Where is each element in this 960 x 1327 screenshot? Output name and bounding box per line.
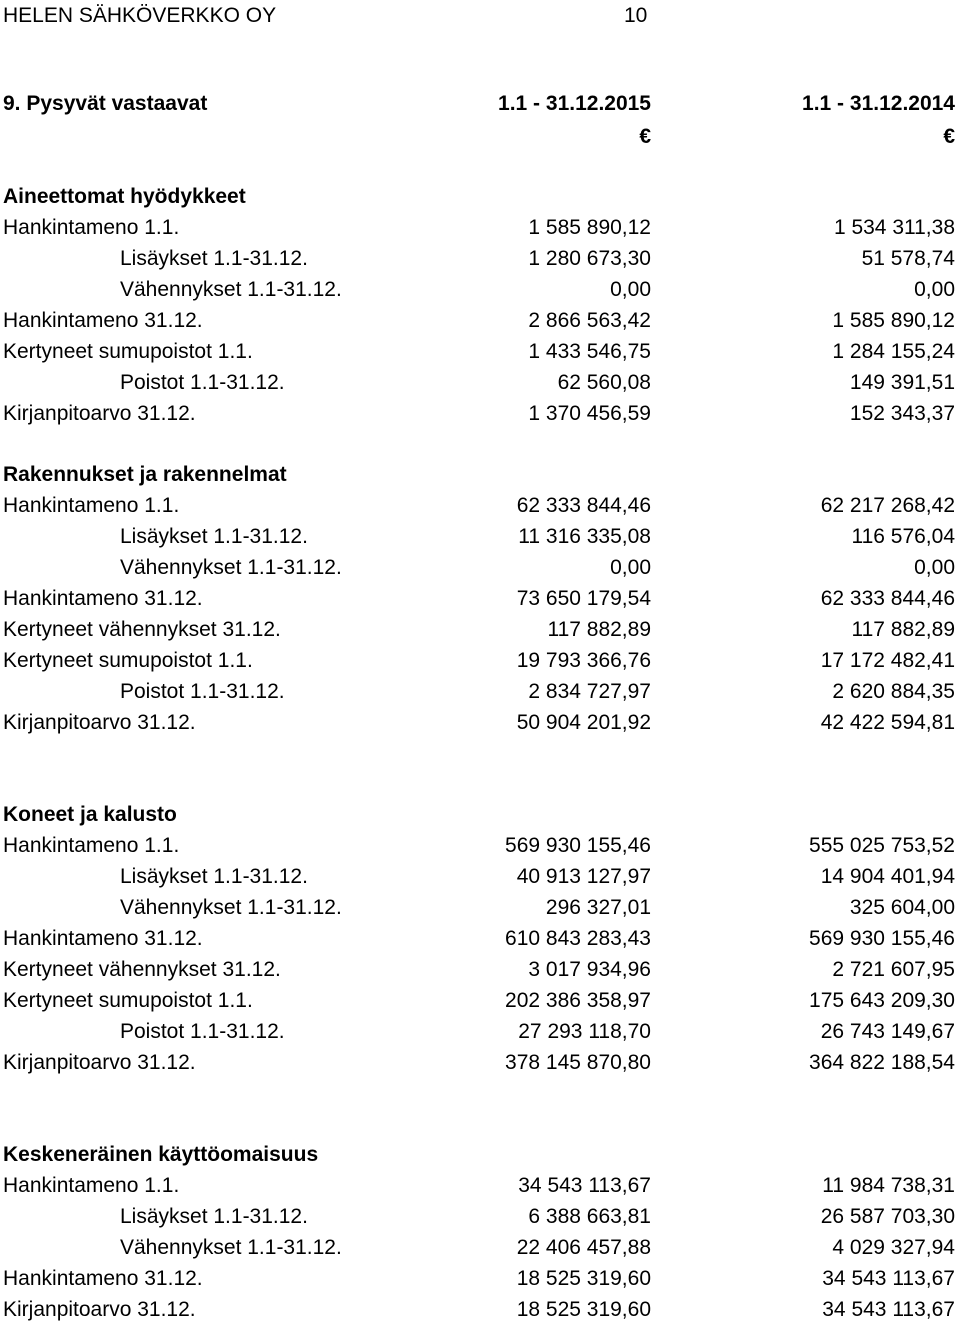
value-2015: 202 386 358,97 bbox=[505, 989, 651, 1012]
table-row bbox=[0, 212, 960, 243]
value-2015: 50 904 201,92 bbox=[516, 711, 651, 734]
row-label: Kertyneet vähennykset 31.12. bbox=[3, 618, 281, 641]
table-row bbox=[0, 1016, 960, 1047]
row-label: Hankintameno 31.12. bbox=[3, 1267, 203, 1290]
value-2015: 1 433 546,75 bbox=[528, 340, 651, 363]
currency-2015: € bbox=[639, 125, 651, 148]
value-2015: 296 327,01 bbox=[545, 896, 651, 919]
row-label: Kirjanpitoarvo 31.12. bbox=[3, 402, 196, 425]
value-2014: 2 721 607,95 bbox=[832, 958, 955, 981]
value-2015: 11 316 335,08 bbox=[518, 525, 651, 548]
page-header bbox=[0, 0, 960, 31]
table-row bbox=[0, 954, 960, 985]
value-2014: 17 172 482,41 bbox=[820, 649, 955, 672]
table-row bbox=[0, 645, 960, 676]
value-2015: 0,00 bbox=[610, 278, 651, 301]
table-row bbox=[0, 985, 960, 1016]
section-title: Aineettomat hyödykkeet bbox=[3, 185, 246, 208]
row-label: Kirjanpitoarvo 31.12. bbox=[3, 711, 196, 734]
row-label: Vähennykset 1.1-31.12. bbox=[120, 1236, 342, 1259]
currency-2014: € bbox=[943, 125, 955, 148]
row-label: Poistot 1.1-31.12. bbox=[120, 1020, 285, 1043]
column-header-2014: 1.1 - 31.12.2014 bbox=[802, 92, 955, 115]
table-row bbox=[0, 336, 960, 367]
row-label: Hankintameno 1.1. bbox=[3, 834, 180, 857]
table-row-total bbox=[0, 1047, 960, 1078]
value-2015: 1 280 673,30 bbox=[528, 247, 651, 270]
value-2014: 555 025 753,52 bbox=[809, 834, 955, 857]
value-2014: 117 882,89 bbox=[851, 618, 955, 641]
table-row bbox=[0, 923, 960, 954]
row-label: Kertyneet sumupoistot 1.1. bbox=[3, 340, 253, 363]
row-label: Hankintameno 1.1. bbox=[3, 216, 180, 239]
value-2014: 175 643 209,30 bbox=[809, 989, 955, 1012]
note-title-row bbox=[0, 88, 960, 119]
section-title: Koneet ja kalusto bbox=[3, 803, 177, 826]
row-label: Hankintameno 31.12. bbox=[3, 309, 203, 332]
value-2014: 51 578,74 bbox=[861, 247, 955, 270]
row-label: Lisäykset 1.1-31.12. bbox=[120, 1205, 308, 1228]
value-2014: 152 343,37 bbox=[849, 402, 955, 425]
row-label: Hankintameno 31.12. bbox=[3, 587, 203, 610]
table-row bbox=[0, 367, 960, 398]
value-2014: 0,00 bbox=[914, 556, 955, 579]
value-2015: 62 333 844,46 bbox=[516, 494, 651, 517]
value-2014: 62 333 844,46 bbox=[820, 587, 955, 610]
row-label: Kertyneet vähennykset 31.12. bbox=[3, 958, 281, 981]
row-label: Poistot 1.1-31.12. bbox=[120, 371, 285, 394]
currency-row bbox=[0, 121, 960, 152]
row-label: Hankintameno 31.12. bbox=[3, 927, 203, 950]
value-2014: 0,00 bbox=[914, 278, 955, 301]
value-2014: 149 391,51 bbox=[849, 371, 955, 394]
value-2015: 610 843 283,43 bbox=[505, 927, 651, 950]
table-row bbox=[0, 1232, 960, 1263]
column-header-2015: 1.1 - 31.12.2015 bbox=[498, 92, 651, 115]
row-label: Lisäykset 1.1-31.12. bbox=[120, 525, 308, 548]
table-row bbox=[0, 1263, 960, 1294]
value-2015: 62 560,08 bbox=[557, 371, 651, 394]
value-2014: 42 422 594,81 bbox=[820, 711, 955, 734]
value-2014: 569 930 155,46 bbox=[809, 927, 955, 950]
table-row-total bbox=[0, 1294, 960, 1325]
table-row bbox=[0, 305, 960, 336]
value-2014: 26 743 149,67 bbox=[820, 1020, 955, 1043]
value-2015: 18 525 319,60 bbox=[516, 1298, 651, 1321]
table-row bbox=[0, 583, 960, 614]
row-label: Hankintameno 1.1. bbox=[3, 494, 180, 517]
value-2014: 62 217 268,42 bbox=[820, 494, 955, 517]
table-row-total bbox=[0, 707, 960, 738]
note-title: 9. Pysyvät vastaavat bbox=[3, 92, 208, 115]
row-label: Kertyneet sumupoistot 1.1. bbox=[3, 989, 253, 1012]
value-2014: 34 543 113,67 bbox=[822, 1298, 955, 1321]
row-label: Vähennykset 1.1-31.12. bbox=[120, 278, 342, 301]
row-label: Vähennykset 1.1-31.12. bbox=[120, 896, 342, 919]
row-label: Lisäykset 1.1-31.12. bbox=[120, 865, 308, 888]
table-row bbox=[0, 1170, 960, 1201]
section-heading bbox=[0, 799, 960, 830]
value-2015: 19 793 366,76 bbox=[516, 649, 651, 672]
value-2014: 116 576,04 bbox=[851, 525, 955, 548]
company-name: HELEN SÄHKÖVERKKO OY bbox=[3, 4, 277, 27]
section-title: Keskeneräinen käyttöomaisuus bbox=[3, 1143, 319, 1166]
table-row bbox=[0, 490, 960, 521]
page-number: 10 bbox=[624, 4, 648, 27]
row-label: Vähennykset 1.1-31.12. bbox=[120, 556, 342, 579]
table-row bbox=[0, 892, 960, 923]
table-row bbox=[0, 521, 960, 552]
value-2014: 26 587 703,30 bbox=[820, 1205, 955, 1228]
value-2014: 4 029 327,94 bbox=[832, 1236, 955, 1259]
value-2014: 1 284 155,24 bbox=[832, 340, 955, 363]
value-2014: 1 585 890,12 bbox=[832, 309, 955, 332]
row-label: Hankintameno 1.1. bbox=[3, 1174, 180, 1197]
section-title: Rakennukset ja rakennelmat bbox=[3, 463, 287, 486]
value-2015: 378 145 870,80 bbox=[505, 1051, 651, 1074]
value-2015: 6 388 663,81 bbox=[528, 1205, 651, 1228]
table-row bbox=[0, 243, 960, 274]
table-row bbox=[0, 552, 960, 583]
value-2015: 40 913 127,97 bbox=[516, 865, 651, 888]
section-heading bbox=[0, 459, 960, 490]
value-2014: 325 604,00 bbox=[849, 896, 955, 919]
table-row bbox=[0, 614, 960, 645]
row-label: Kertyneet sumupoistot 1.1. bbox=[3, 649, 253, 672]
value-2014: 2 620 884,35 bbox=[832, 680, 955, 703]
table-row bbox=[0, 830, 960, 861]
value-2015: 73 650 179,54 bbox=[516, 587, 651, 610]
row-label: Lisäykset 1.1-31.12. bbox=[120, 247, 308, 270]
value-2015: 2 866 563,42 bbox=[528, 309, 651, 332]
value-2015: 117 882,89 bbox=[547, 618, 651, 641]
value-2015: 1 370 456,59 bbox=[528, 402, 651, 425]
value-2014: 11 984 738,31 bbox=[822, 1174, 955, 1197]
value-2015: 34 543 113,67 bbox=[518, 1174, 651, 1197]
section-heading bbox=[0, 181, 960, 212]
table-row bbox=[0, 1201, 960, 1232]
row-label: Poistot 1.1-31.12. bbox=[120, 680, 285, 703]
value-2014: 14 904 401,94 bbox=[820, 865, 955, 888]
value-2015: 0,00 bbox=[610, 556, 651, 579]
value-2014: 34 543 113,67 bbox=[822, 1267, 955, 1290]
value-2015: 27 293 118,70 bbox=[518, 1020, 651, 1043]
value-2015: 569 930 155,46 bbox=[505, 834, 651, 857]
table-row bbox=[0, 274, 960, 305]
value-2015: 1 585 890,12 bbox=[528, 216, 651, 239]
table-row bbox=[0, 861, 960, 892]
value-2014: 364 822 188,54 bbox=[809, 1051, 955, 1074]
section-heading bbox=[0, 1139, 960, 1170]
value-2015: 18 525 319,60 bbox=[516, 1267, 651, 1290]
value-2015: 22 406 457,88 bbox=[516, 1236, 651, 1259]
row-label: Kirjanpitoarvo 31.12. bbox=[3, 1051, 196, 1074]
value-2015: 2 834 727,97 bbox=[528, 680, 651, 703]
table-row bbox=[0, 676, 960, 707]
row-label: Kirjanpitoarvo 31.12. bbox=[3, 1298, 196, 1321]
value-2015: 3 017 934,96 bbox=[528, 958, 651, 981]
value-2014: 1 534 311,38 bbox=[833, 216, 955, 239]
table-row-total bbox=[0, 398, 960, 429]
